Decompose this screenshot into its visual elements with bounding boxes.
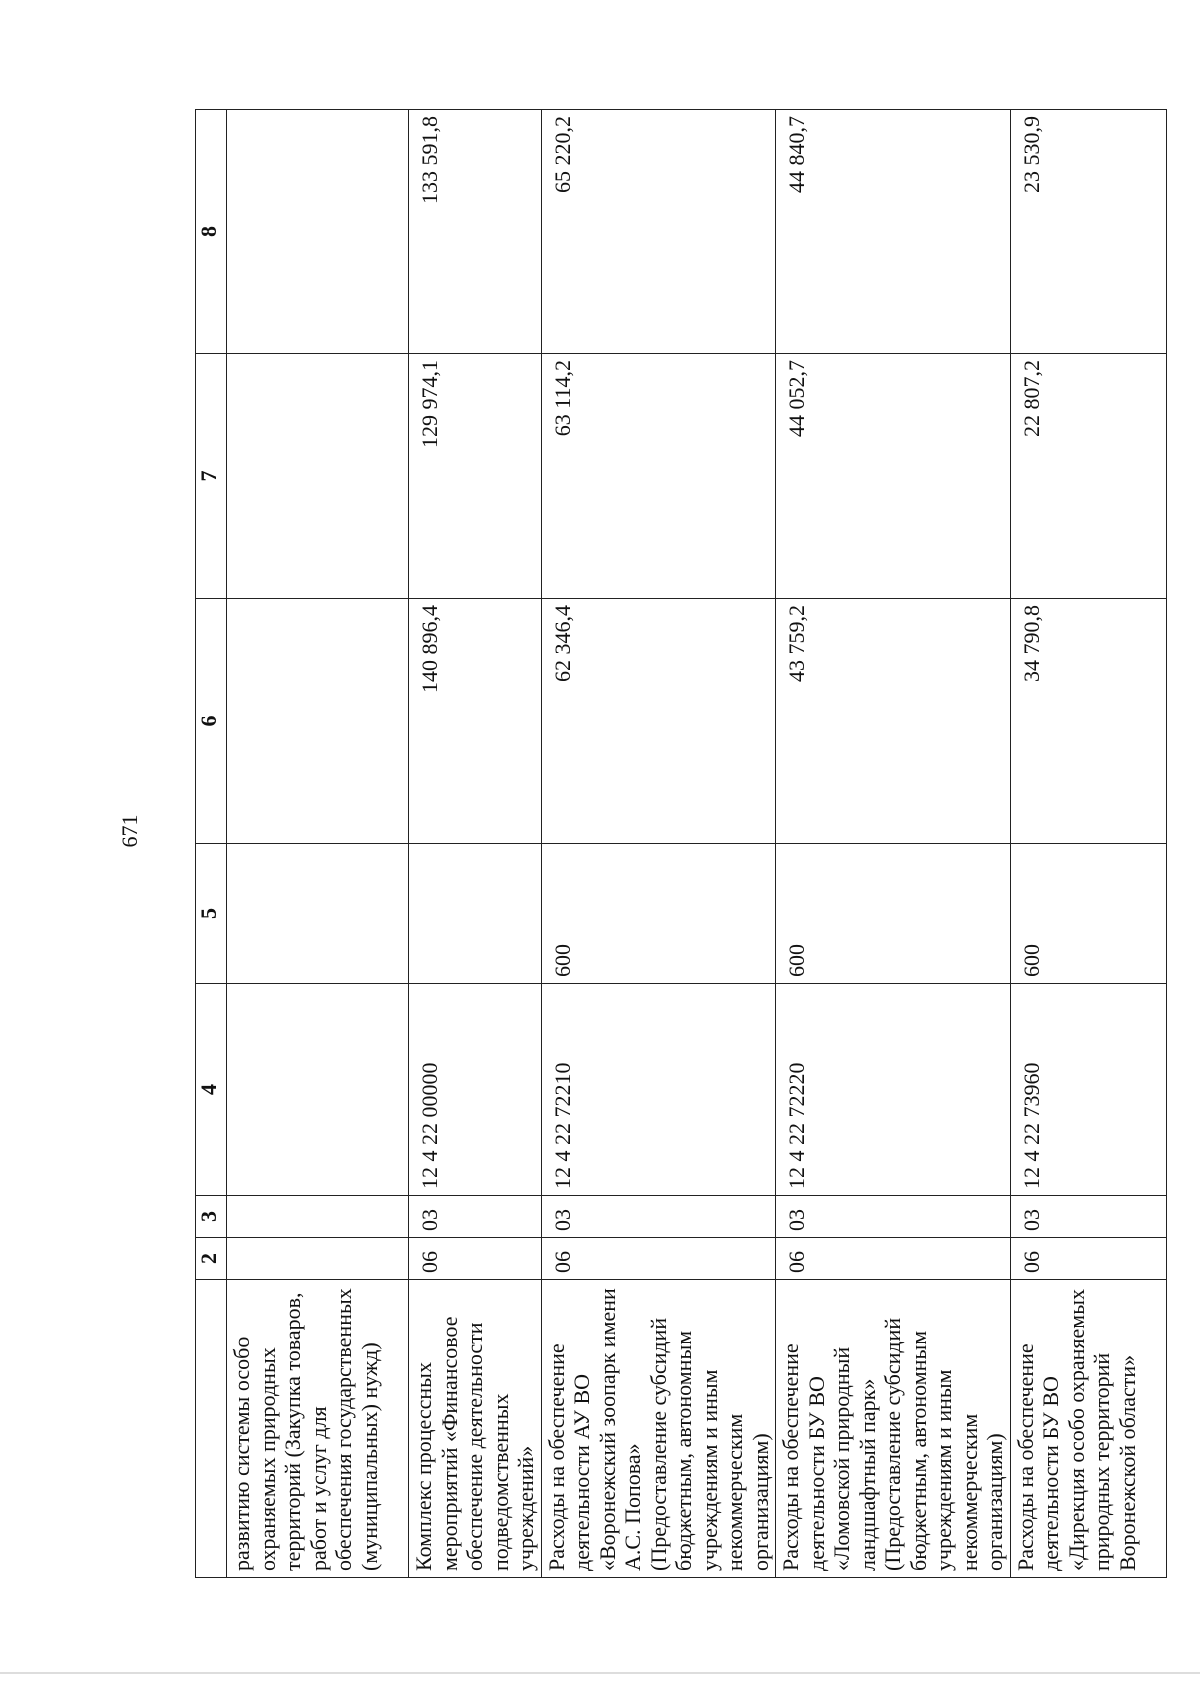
row-description: Расходы на обеспечение деятельности АУ ВО «Воронежский зоопарк имени А.С. Попова» (Предоставление субсидий бюджетным, автономным учреждениям и иным некоммерческим организациям) — [541, 1280, 776, 1578]
amount-col6: 43 759,2 — [776, 599, 1011, 844]
section-code — [227, 1238, 409, 1280]
expense-type-code — [409, 844, 542, 984]
row-description: Комплекс процессных мероприятий «Финансовое обеспечение деятельности подведомственных учреждений» — [409, 1280, 542, 1578]
row-description: Расходы на обеспечение деятельности БУ ВО «Ломовской природный ландшафтный парк» (Предоставление субсидий бюджетным, автономным учреждениям и иным некоммерческим организациям) — [776, 1280, 1011, 1578]
amount-col8: 65 220,2 — [541, 110, 776, 354]
header-cell: 7 — [196, 354, 227, 599]
table-row — [227, 110, 409, 1578]
amount-col6: 34 790,8 — [1010, 599, 1166, 844]
header-cell: 4 — [196, 984, 227, 1196]
amount-col6: 62 346,4 — [541, 599, 776, 844]
table-row — [776, 110, 1011, 1578]
table-row — [409, 110, 542, 1578]
target-article-code: 12 4 22 00000 — [409, 984, 542, 1196]
header-cell: 3 — [196, 1196, 227, 1238]
subsection-code: 03 — [409, 1196, 542, 1238]
header-cell — [196, 1280, 227, 1578]
table-row — [1010, 110, 1166, 1578]
amount-col8: 23 530,9 — [1010, 110, 1166, 354]
row-description: Расходы на обеспечение деятельности БУ ВО «Дирекция особо охраняемых природных территорий Воронежской области» — [1010, 1280, 1166, 1578]
amount-col8 — [227, 110, 409, 354]
section-code: 06 — [541, 1238, 776, 1280]
subsection-code: 03 — [1010, 1196, 1166, 1238]
expense-type-code: 600 — [541, 844, 776, 984]
amount-col6: 140 896,4 — [409, 599, 542, 844]
amount-col6 — [227, 599, 409, 844]
row-description: развитию системы особо охраняемых природных территорий (Закупка товаров, работ и услуг для обеспечения государственных (муниципальных) нужд) — [227, 1280, 409, 1578]
target-article-code — [227, 984, 409, 1196]
page-number: 671 — [117, 814, 142, 848]
header-cell: 5 — [196, 844, 227, 984]
header-cell: 8 — [196, 110, 227, 354]
header-cell: 6 — [196, 599, 227, 844]
table-header-row — [196, 110, 227, 1578]
amount-col8: 133 591,8 — [409, 110, 542, 354]
budget-table-container — [195, 110, 1140, 1578]
expense-type-code — [227, 844, 409, 984]
amount-col8: 44 840,7 — [776, 110, 1011, 354]
section-code: 06 — [1010, 1238, 1166, 1280]
subsection-code: 03 — [776, 1196, 1011, 1238]
scan-edge-line — [0, 1672, 1200, 1674]
budget-table — [195, 109, 1167, 1578]
section-code: 06 — [409, 1238, 542, 1280]
amount-col7: 129 974,1 — [409, 354, 542, 599]
section-code: 06 — [776, 1238, 1011, 1280]
table-row — [541, 110, 776, 1578]
amount-col7: 44 052,7 — [776, 354, 1011, 599]
subsection-code: 03 — [541, 1196, 776, 1238]
amount-col7 — [227, 354, 409, 599]
header-cell: 2 — [196, 1238, 227, 1280]
amount-col7: 22 807,2 — [1010, 354, 1166, 599]
target-article-code: 12 4 22 72210 — [541, 984, 776, 1196]
target-article-code: 12 4 22 73960 — [1010, 984, 1166, 1196]
expense-type-code: 600 — [776, 844, 1011, 984]
amount-col7: 63 114,2 — [541, 354, 776, 599]
expense-type-code: 600 — [1010, 844, 1166, 984]
subsection-code — [227, 1196, 409, 1238]
target-article-code: 12 4 22 72220 — [776, 984, 1011, 1196]
